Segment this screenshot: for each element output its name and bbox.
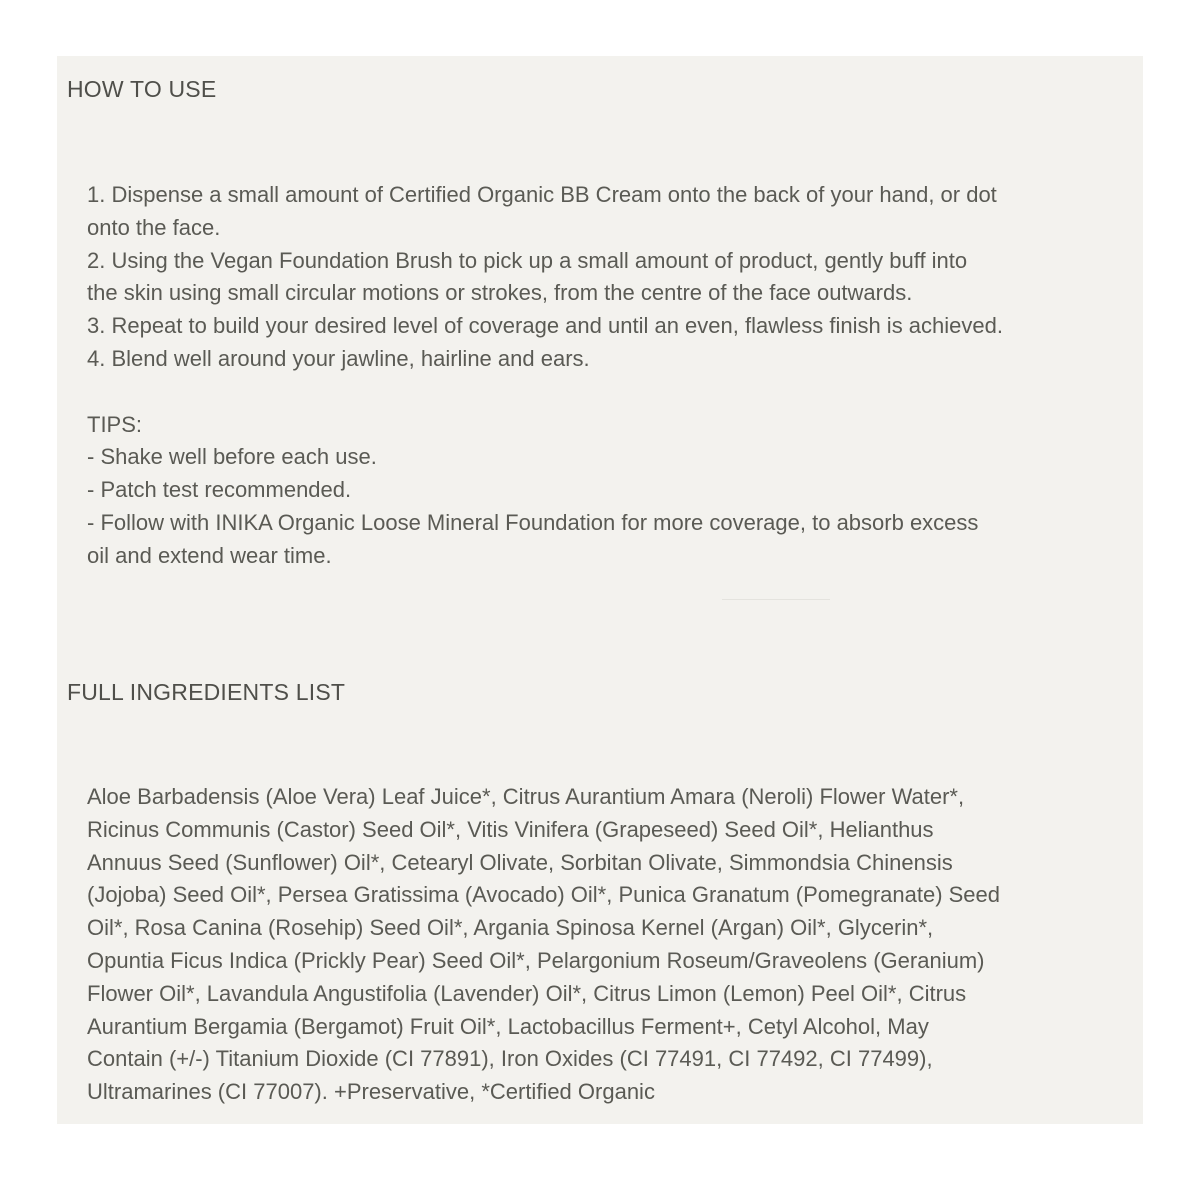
step-line: 2. Using the Vegan Foundation Brush to pick up a small amount of product, gently buff into	[87, 247, 968, 273]
ingredients-line: Contain (+/-) Titanium Dioxide (CI 77891), Iron Oxides (CI 77491, CI 77492, CI 77499),	[87, 1046, 933, 1072]
ingredients-line: Ultramarines (CI 77007). +Preservative, *Certified Organic	[87, 1079, 655, 1105]
ingredients-line: Ricinus Communis (Castor) Seed Oil*, Vitis Vinifera (Grapeseed) Seed Oil*, Helianthus	[87, 816, 934, 842]
step-line: 1. Dispense a small amount of Certified Organic BB Cream onto the back of your hand, or dot	[87, 182, 997, 207]
ingredients-content	[87, 781, 1117, 1109]
ingredients-line: Flower Oil*, Lavandula Angustifolia (Lavender) Oil*, Citrus Limon (Lemon) Peel Oil*, Citrus	[87, 980, 967, 1006]
ingredients-section	[57, 641, 1143, 1124]
tip-line: - Shake well before each use.	[87, 444, 377, 470]
tip-line: - Follow with INIKA Organic Loose Mineral Foundation for more coverage, to absorb excess	[87, 509, 979, 535]
step-line: onto the face.	[87, 214, 221, 240]
how-to-use-heading: HOW TO USE	[67, 76, 217, 102]
ingredients-line: Aurantium Bergamia (Bergamot) Fruit Oil*, Lactobacillus Ferment+, Cetyl Alcohol, May	[87, 1013, 929, 1039]
ingredients-line: (Jojoba) Seed Oil*, Persea Gratissima (Avocado) Oil*, Punica Granatum (Pomegranate) Seed	[87, 882, 1001, 908]
how-to-use-section	[57, 56, 1143, 641]
step-line: 4. Blend well around your jawline, hairline and ears.	[87, 345, 590, 371]
step-line: 3. Repeat to build your desired level of coverage and until an even, flawless finish is achieved.	[87, 313, 1003, 339]
section-divider	[722, 599, 830, 600]
tip-line: - Patch test recommended.	[87, 477, 352, 503]
ingredients-line: Opuntia Ficus Indica (Prickly Pear) Seed Oil*, Pelargonium Roseum/Graveolens (Geranium)	[87, 947, 985, 973]
ingredients-line: Annuus Seed (Sunflower) Oil*, Cetearyl Olivate, Sorbitan Olivate, Simmondsia Chinensis	[87, 849, 953, 875]
step-line: the skin using small circular motions or strokes, from the centre of the face outwards.	[87, 280, 913, 306]
spacer	[87, 376, 1132, 409]
ingredients-line: Aloe Barbadensis (Aloe Vera) Leaf Juice*, Citrus Aurantium Amara (Neroli) Flower Water*,	[87, 784, 965, 809]
tips-label: TIPS:	[87, 411, 143, 437]
how-to-use-content	[87, 179, 1132, 573]
tip-line: oil and extend wear time.	[87, 542, 332, 568]
ingredients-heading: FULL INGREDIENTS LIST	[67, 679, 346, 705]
ingredients-line: Oil*, Rosa Canina (Rosehip) Seed Oil*, Argania Spinosa Kernel (Argan) Oil*, Glycerin*,	[87, 915, 934, 941]
